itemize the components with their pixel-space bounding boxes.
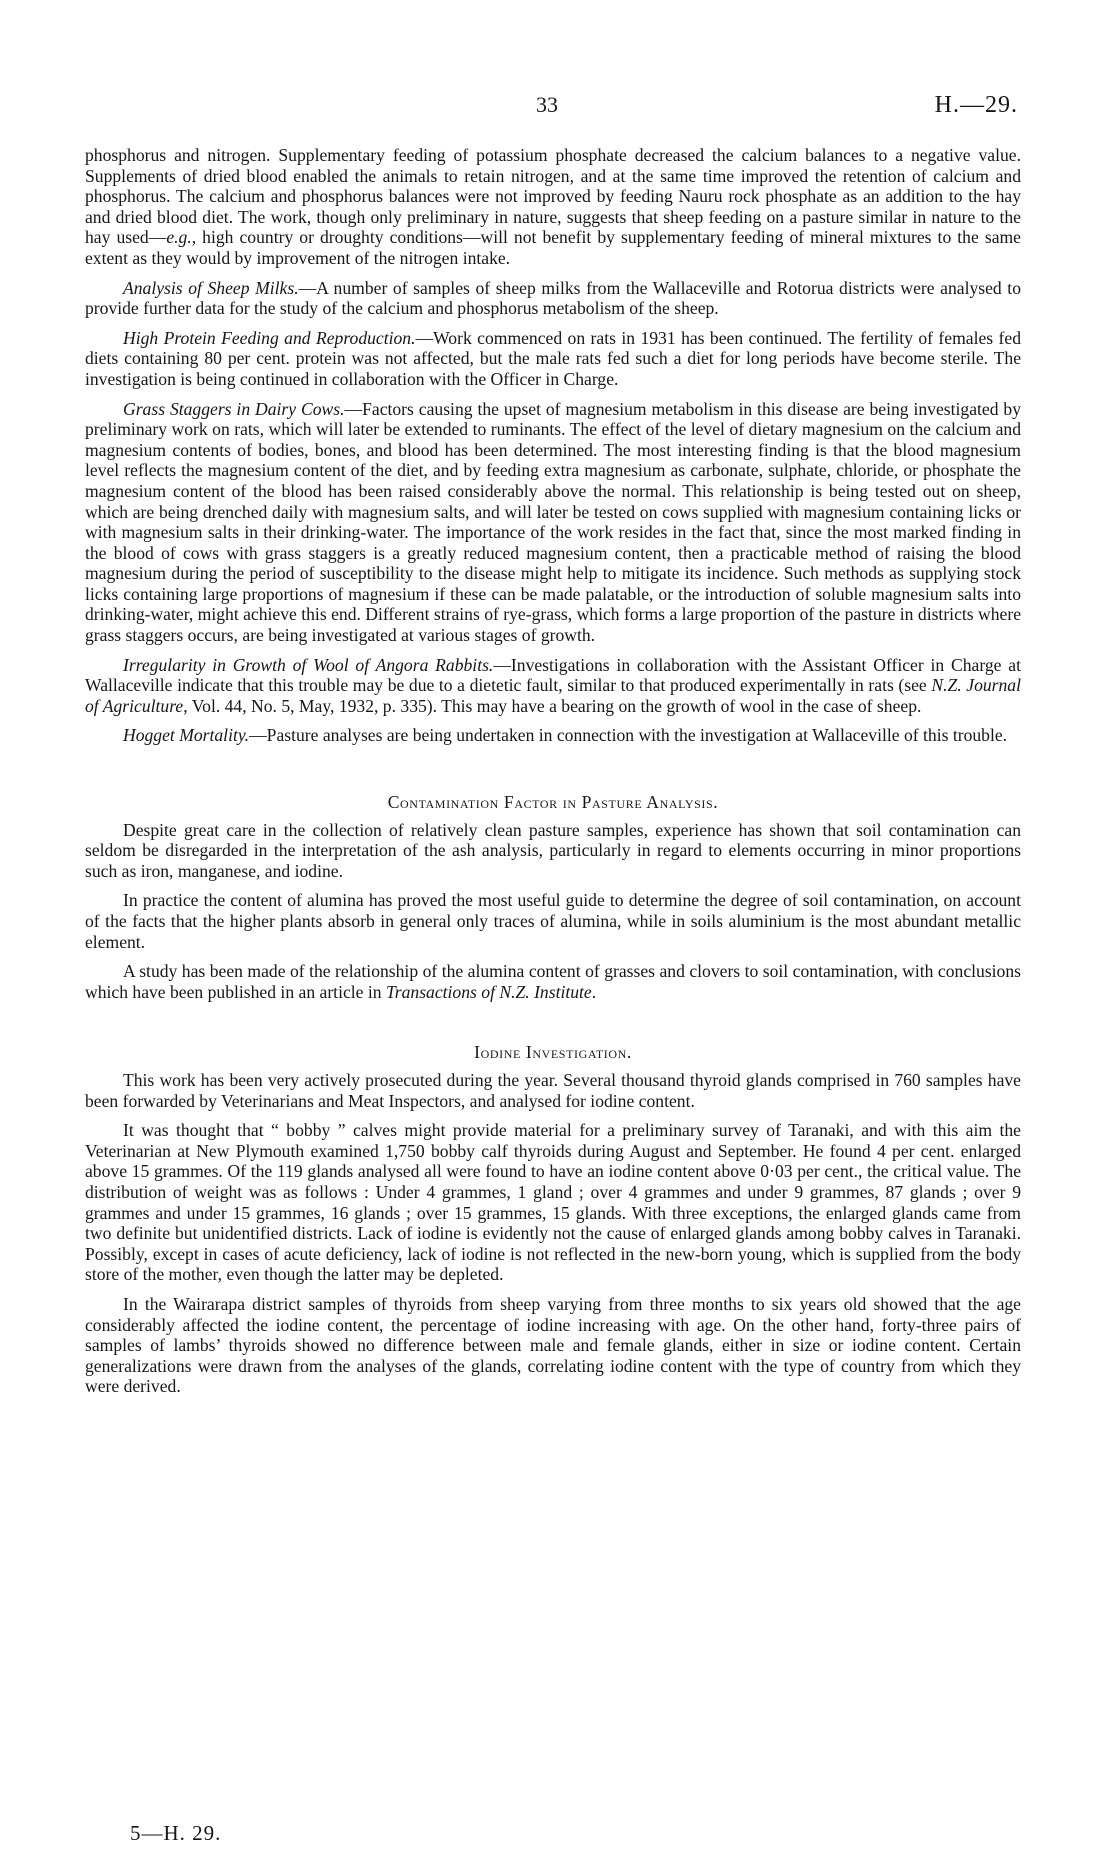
paragraph-hogget-mortality	[85, 725, 1021, 746]
paragraph-grass-staggers	[85, 399, 1021, 646]
paragraph-minerals	[85, 145, 1021, 269]
paragraph-sheep-milks	[85, 278, 1021, 319]
run-in-title: Irregularity in Growth of Wool of Angora Rabbits.	[123, 654, 494, 675]
paragraph-iodine-3: In the Wairarapa district samples of thyroids from sheep varying from three months to six years old showed that the age considerably affected the iodine content, the percentage of iodine increasing with age. On the other hand, forty-three pairs of samples of lambs’ thyroids showed no difference between male and female glands, either in size or iodine content. Certain generalizations were drawn from the analyses of the glands, correlating iodine content with the type of country from which they were derived.	[85, 1293, 1021, 1397]
transactions-reference: Transactions of N.Z. Institute	[385, 981, 592, 1002]
paragraph-text-tail: , Vol. 44, No. 5, May, 1932, p. 335). This may have a bearing on the growth of wool in the case of sheep.	[183, 695, 922, 716]
paragraph-text-tail: .	[591, 981, 597, 1002]
paragraph-contamination-1: Despite great care in the collection of relatively clean pasture samples, experience has shown that soil contamination can seldom be disregarded in the interpretation of the ash analysis, particularly in regard to elements occurring in minor proportions such as iron, manganese, and iodine.	[85, 819, 1021, 881]
run-in-title: High Protein Feeding and Reproduction.	[123, 327, 416, 348]
page-number: 33	[536, 92, 558, 117]
journal-reference: N.Z. Journal of Agriculture	[85, 675, 1021, 716]
paragraph-high-protein	[85, 328, 1021, 390]
document-body	[85, 145, 1021, 1406]
section-heading-iodine: Iodine Investigation.	[474, 1042, 632, 1063]
paragraph-iodine-2: It was thought that “ bobby ” calves might provide material for a preliminary survey of Taranaki, and with this aim the Veterinarian at New Plymouth examined 1,750 bobby calf thyroids during August and September. He found 4 per cent. enlarged above 15 grammes. Of the 119 glands analysed all were found to have an iodine content above 0·03 per cent., the critical value. The distribution of weight was as follows : Under 4 grammes, 1 gland ; over 4 grammes and under 9 grammes, 87 glands ; over 9 grammes and under 15 grammes, 16 glands ; over 15 grammes, 15 glands. With three exceptions, the enlarged glands came from two definite but unidentified districts. Lack of iodine is evidently not the cause of enlarged glands among bobby calves in Taranaki. Possibly, except in cases of acute deficiency, lack of iodine is not reflected in the new-born young, which is supplied from the body store of the mother, even though the latter may be depleted.	[85, 1120, 1021, 1285]
paragraph-text: —Factors causing the upset of magnesium metabolism in this disease are being investigated by preliminary work on rats, which will later be extended to ruminants. The effect of the level of dietary magnesium on the calcium and magnesium contents of bodies, bones, and blood has been determined. The most interesting finding is that the blood magnesium level reflects the magnesium content of the diet, and by feeding extra magnesium as carbonate, sulphate, chloride, or phosphate the magnesium content of the blood has been raised considerably above the normal. This relationship is being tested out on sheep, which are being drenched daily with magnesium salts, and will later be tested on cows supplied with magnesium containing licks or with magnesium salts in their drinking-water. The importance of the work resides in the fact that, since the most marked finding in the blood of cows with grass staggers is a greatly reduced magnesium content, then a practicable method of raising the blood magnesium during the period of susceptibility to the disease might help to mitigate its incidence. Such methods as supplying stock licks containing large proportions of magnesium if these can be made palatable, or the introduction of soluble magnesium salts into drinking-water, might achieve this end. Different strains of rye-grass, which forms a large proportion of the pasture in districts where grass staggers occurs, are being investigated at various stages of growth.	[85, 398, 1021, 646]
report-code: H.—29.	[934, 92, 1018, 118]
section-heading-contamination: Contamination Factor in Pasture Analysis.	[387, 792, 719, 813]
paragraph-text: —Investigations in collaboration with the Assistant Officer in Charge at Wallaceville indicate that this trouble may be due to a dietetic fault, similar to that produced experimentally in rats (see	[85, 654, 1021, 696]
paragraph-text: A study has been made of the relationship of the alumina content of grasses and clovers to soil contamination, with conclusions which have been published in an article in	[85, 961, 1021, 1002]
eg-abbrev: e.g.	[166, 227, 192, 248]
run-in-title: Hogget Mortality.	[123, 725, 250, 746]
footer-signature-mark: 5—H. 29.	[130, 1821, 222, 1845]
paragraph-text: —Work commenced on rats in 1931 has been continued. The fertility of females fed diets containing 80 per cent. protein was not affected, but the male rats fed such a diet for long periods have become sterile. The investigation is being continued in collaboration with the Officer in Charge.	[85, 327, 1021, 389]
paragraph-text: —Pasture analyses are being undertaken in connection with the investigation at Wallaceville of this trouble.	[249, 725, 1008, 746]
run-in-title: Grass Staggers in Dairy Cows.	[123, 398, 345, 419]
paragraph-contamination-3	[85, 961, 1021, 1002]
paragraph-text: phosphorus and nitrogen. Supplementary feeding of potassium phosphate decreased the calcium balances to a negative value. Supplements of dried blood enabled the animals to retain nitrogen, and at the same time improved the retention of calcium and phosphorus. The calcium and phosphorus balances were not improved by feeding Nauru rock phosphate as an addition to the hay and dried blood diet. The work, though only preliminary in nature, suggests that sheep feeding on a pasture similar in nature to the hay used—	[85, 145, 1021, 248]
paragraph-angora-wool	[85, 655, 1021, 717]
paragraph-iodine-1: This work has been very actively prosecuted during the year. Several thousand thyroid glands comprised in 760 samples have been forwarded by Veterinarians and Meat Inspectors, and analysed for iodine content.	[85, 1069, 1021, 1111]
paragraph-text: —A number of samples of sheep milks from the Wallaceville and Rotorua districts were analysed to provide further data for the study of the calcium and phosphorus metabolism of the sheep.	[85, 277, 1021, 319]
paragraph-contamination-2: In practice the content of alumina has proved the most useful guide to determine the degree of soil contamination, on account of the facts that the higher plants absorb in general only traces of alumina, while in soils aluminium is the most abundant metallic element.	[85, 890, 1021, 952]
run-in-title: Analysis of Sheep Milks.	[123, 277, 299, 298]
paragraph-text-tail: , high country or droughty conditions—will not benefit by supplementary feeding of mineral mixtures to the same extent as they would by improvement of the nitrogen intake.	[85, 227, 1021, 268]
